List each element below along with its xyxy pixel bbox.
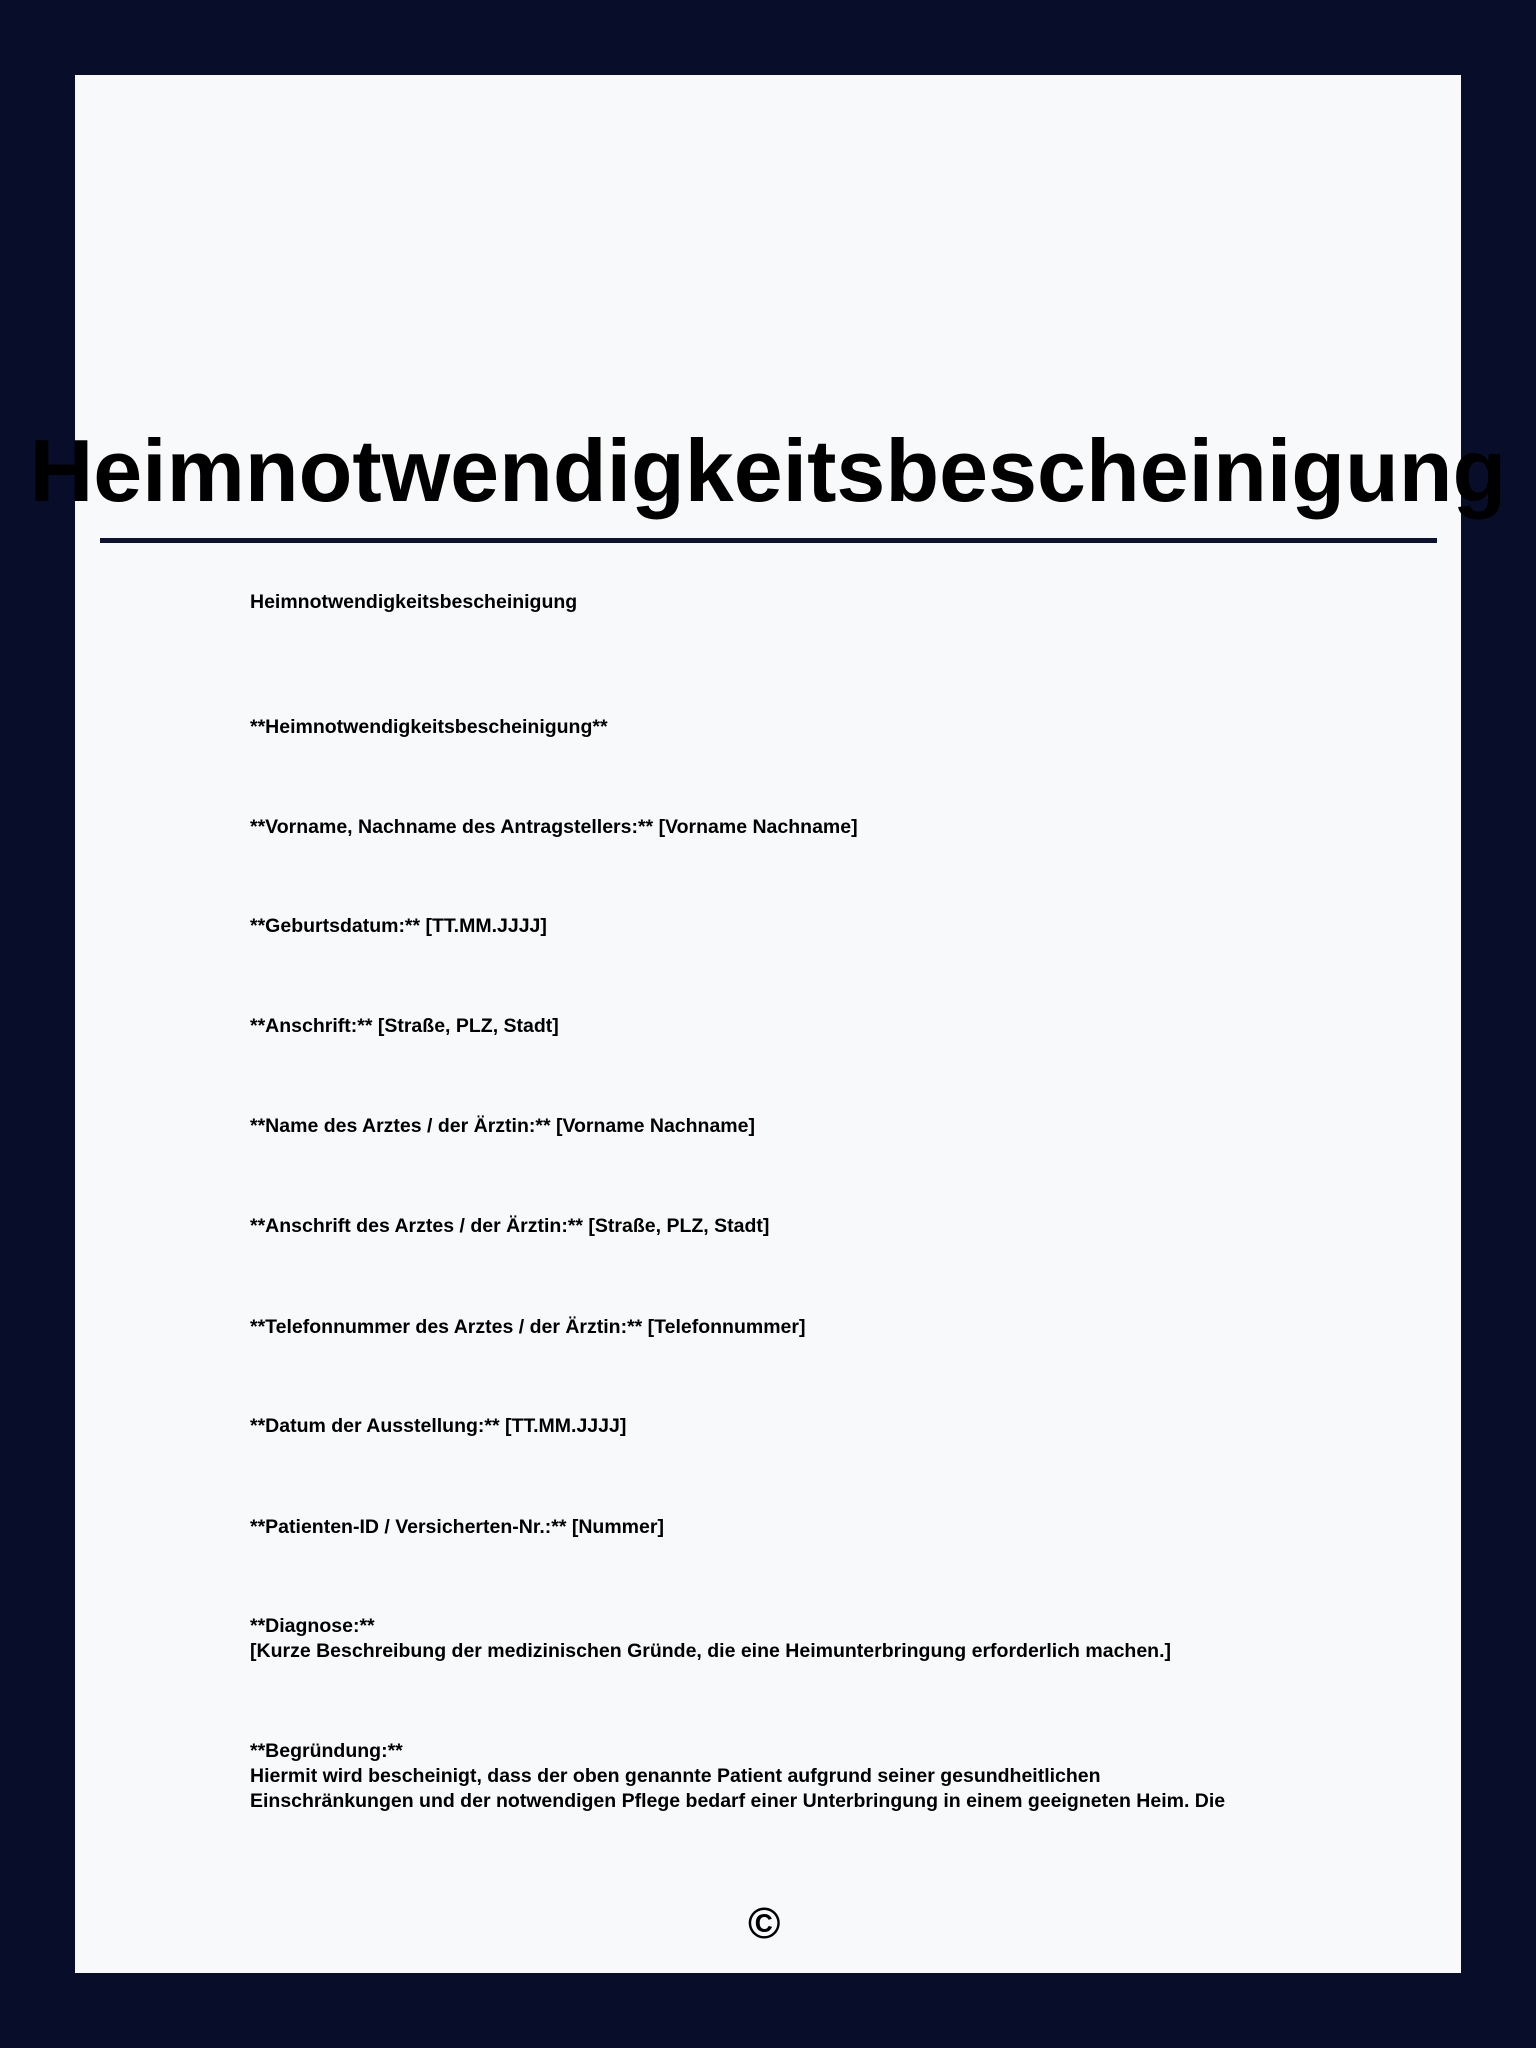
justification-line: Hiermit wird bescheinigt, dass der oben genannte Patient aufgrund seiner gesundheitlichen: [250, 1765, 1101, 1787]
diagnosis-section: [250, 1614, 1171, 1664]
field-patient-id: **Patienten-ID / Versicherten-Nr.:** [Nummer]: [250, 1516, 664, 1538]
page-title: Heimnotwendigkeitsbescheinigung: [29, 421, 1507, 520]
field-applicant-name: **Vorname, Nachname des Antragstellers:** [Vorname Nachname]: [250, 816, 858, 838]
justification-line: Einschränkungen und der notwendigen Pflege bedarf einer Unterbringung in einem geeigneten Heim. Die: [250, 1790, 1226, 1812]
justification-label: **Begründung:**: [250, 1740, 403, 1762]
document-page: [29, 75, 1507, 1973]
field-address: **Anschrift:** [Straße, PLZ, Stadt]: [250, 1015, 559, 1037]
diagnosis-text: [Kurze Beschreibung der medizinischen Gründe, die eine Heimunterbringung erforderlich machen.]: [250, 1640, 1171, 1662]
field-doctor-name: **Name des Arztes / der Ärztin:** [Vorname Nachname]: [250, 1115, 755, 1137]
diagnosis-label: **Diagnose:**: [250, 1615, 375, 1637]
document-heading: Heimnotwendigkeitsbescheinigung: [250, 591, 578, 613]
field-doctor-phone: **Telefonnummer des Arztes / der Ärztin:** [Telefonnummer]: [250, 1316, 806, 1338]
copyright-icon: ©: [748, 1899, 781, 1948]
field-line: **Heimnotwendigkeitsbescheinigung**: [250, 716, 608, 738]
field-birthdate: **Geburtsdatum:** [TT.MM.JJJJ]: [250, 915, 547, 937]
field-doctor-address: **Anschrift des Arztes / der Ärztin:** [Straße, PLZ, Stadt]: [250, 1215, 770, 1237]
justification-section: [250, 1739, 1225, 1814]
title-divider: [100, 538, 1437, 543]
field-issue-date: **Datum der Ausstellung:** [TT.MM.JJJJ]: [250, 1415, 627, 1437]
